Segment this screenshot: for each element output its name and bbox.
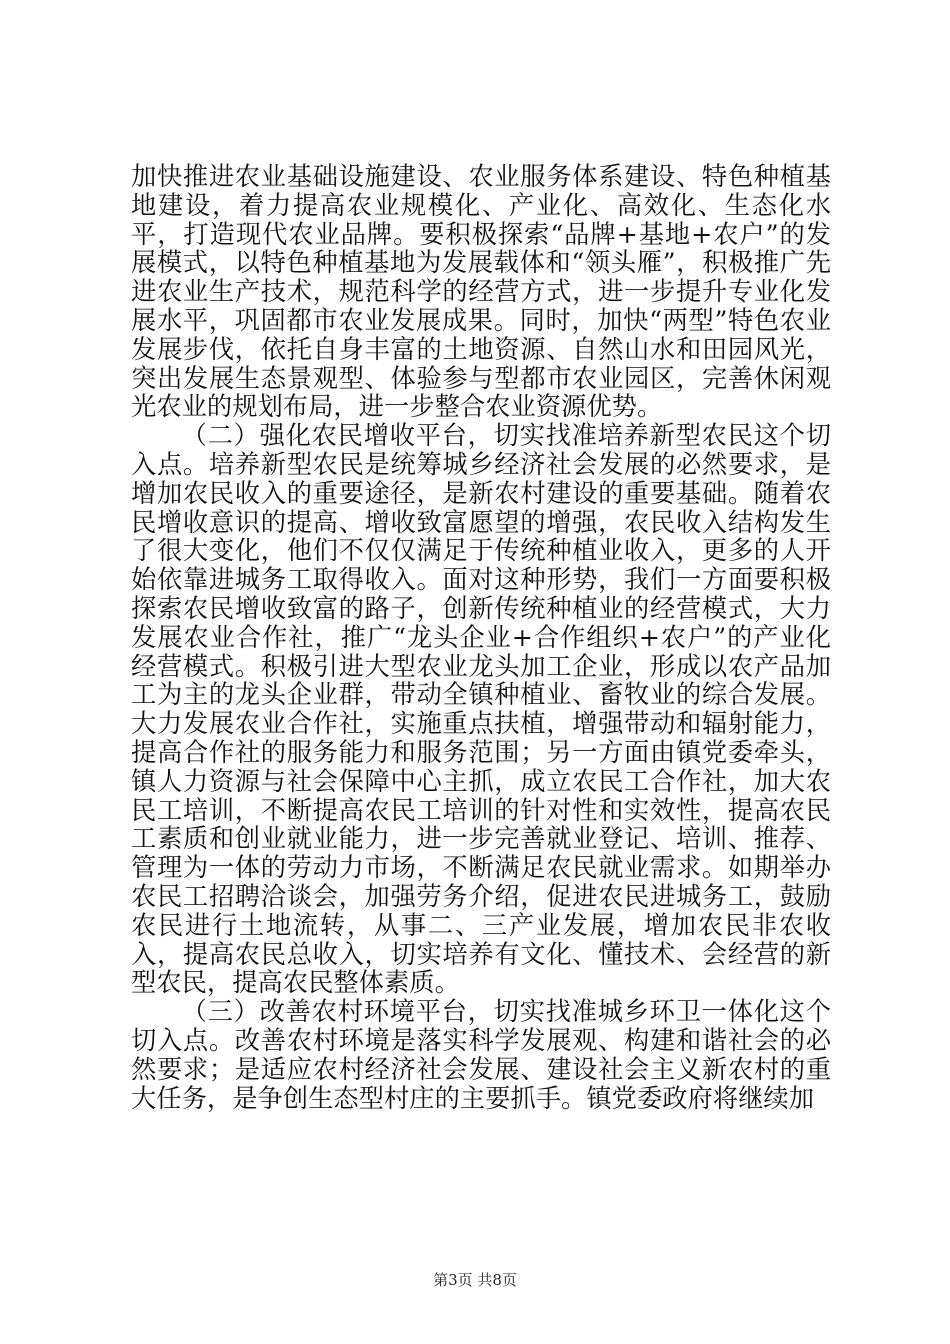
paragraph-rural-environment: （三）改善农村环境平台，切实找准城乡环卫一体化这个切入点。改善农村环境是落实科学发展观、构建和谐社会的必然要求；是适应农村经济社会发展、建设社会主义新农村的重大任务，是争创生态型村庄的主要抓手。镇党委政府将继续加	[131, 997, 831, 1113]
paragraph-agriculture-base: 加快推进农业基础设施建设、农业服务体系建设、特色种植基地建设，着力提高农业规模化、产业化、高效化、生态化水平，打造现代农业品牌。要积极探索“品牌+基地+农户”的发展模式，以特色种植基地为发展载体和“领头雁”，积极推广先进农业生产技术，规范科学的经营方式，进一步提升专业化发展水平，巩固都市农业发展成果。同时，加快“两型”特色农业发展步伐，依托自身丰富的土地资源、自然山水和田园风光，突出发展生态景观型、体验参与型都市农业园区，完善休闲观光农业的规划布局，进一步整合农业资源优势。	[131, 162, 831, 422]
page-footer: 第3页 共8页	[433, 1271, 517, 1289]
paragraph-farmer-income: （二）强化农民增收平台，切实找准培养新型农民这个切入点。培养新型农民是统筹城乡经济社会发展的必然要求，是增加农民收入的重要途径，是新农村建设的重要基础。随着农民增收意识的提高、增收致富愿望的增强，农民收入结构发生了很大变化，他们不仅仅满足于传统种植业收入，更多的人开始依靠进城务工取得收入。面对这种形势，我们一方面要积极探索农民增收致富的路子，创新传统种植业的经营模式，大力发展农业合作社，推广“龙头企业+合作组织+农户”的产业化经营模式。积极引进大型农业龙头加工企业，形成以农产品加工为主的龙头企业群，带动全镇种植业、畜牧业的综合发展。大力发展农业合作社，实施重点扶植，增强带动和辐射能力，提高合作社的服务能力和服务范围；另一方面由镇党委牵头，镇人力资源与社会保障中心主抓，成立农民工合作社，加大农民工培训，不断提高农民工培训的针对性和实效性，提高农民工素质和创业就业能力，进一步完善就业登记、培训、推荐、管理为一体的劳动力市场，不断满足农民就业需求。如期举办农民工招聘洽谈会，加强劳务介绍，促进农民进城务工，鼓励农民进行土地流转，从事二、三产业发展，增加农民非农收入，提高农民总收入，切实培养有文化、懂技术、会经营的新型农民，提高农民整体素质。	[131, 421, 831, 998]
document-body	[131, 163, 831, 1113]
